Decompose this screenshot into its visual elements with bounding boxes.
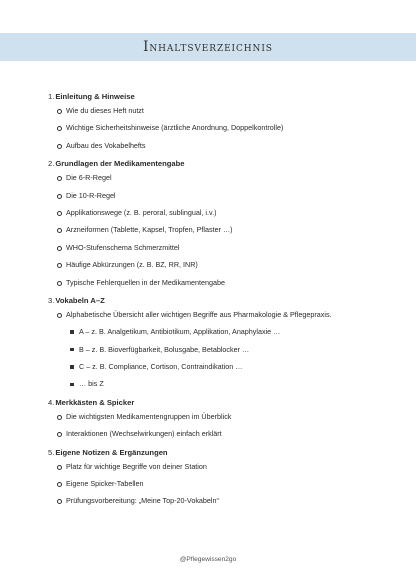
circle-bullet-icon xyxy=(57,246,62,251)
circle-bullet-icon xyxy=(57,263,62,268)
item-text: Aufbau des Vokabelhefts xyxy=(66,140,146,150)
section-number: 3. xyxy=(48,295,55,305)
toc-section-2 xyxy=(48,158,408,287)
item-text: Applikationswege (z. B. peroral, sublingual, i.v.) xyxy=(66,207,217,217)
item-text: Wie du dieses Heft nutzt xyxy=(66,106,144,115)
toc-section-heading xyxy=(48,158,408,169)
section-title: Vokabeln A–Z xyxy=(55,295,105,305)
item-text: Interaktionen (Wechselwirkungen) einfach erklärt xyxy=(66,429,222,439)
list-item xyxy=(48,106,408,116)
sub-item-text: B – z. B. Bioverfügbarkeit, Bolusgabe, Betablocker … xyxy=(79,344,250,354)
list-item xyxy=(48,243,408,253)
item-text: Wichtige Sicherheitshinweise (ärztliche Anordnung, Doppelkontrolle) xyxy=(66,123,284,133)
section-items xyxy=(48,310,408,390)
page-title: Inhaltsverzeichnis xyxy=(143,39,273,55)
item-text: Typische Fehlerquellen in der Medikamentengabe xyxy=(66,277,226,287)
section-number: 2. xyxy=(48,159,55,169)
item-text: Arzneiformen (Tablette, Kapsel, Tropfen, Pflaster …) xyxy=(66,225,233,235)
circle-bullet-icon xyxy=(57,482,62,487)
square-bullet-icon xyxy=(70,348,74,352)
toc-section-heading xyxy=(48,447,408,458)
list-item xyxy=(48,429,408,439)
square-bullet-icon xyxy=(70,383,74,387)
list-item xyxy=(48,208,408,218)
section-title: Einleitung & Hinweise xyxy=(55,92,135,101)
sub-item-text: C – z. B. Compliance, Cortison, Contraindikation … xyxy=(79,362,243,372)
list-item xyxy=(48,191,408,201)
section-items xyxy=(48,173,408,287)
toc-section-5 xyxy=(48,447,408,507)
section-items xyxy=(48,412,408,439)
toc-section-heading xyxy=(48,295,408,306)
list-item xyxy=(48,141,408,151)
item-text: WHO-Stufenschema Schmerzmittel xyxy=(66,242,180,252)
circle-bullet-icon xyxy=(57,109,62,114)
sub-item-text: … bis Z xyxy=(79,379,104,389)
list-item xyxy=(48,479,408,489)
list-item xyxy=(48,310,408,320)
item-text: Prüfungsvorbereitung: „Meine Top-20-Vokabeln“ xyxy=(66,496,219,506)
list-item xyxy=(48,173,408,183)
list-item xyxy=(48,412,408,422)
item-text: Alphabetische Übersicht aller wichtigen Begriffe aus Pharmakologie & Pflegepraxis. xyxy=(66,309,332,319)
toc-section-1 xyxy=(48,91,408,151)
circle-bullet-icon xyxy=(57,211,62,216)
item-text: Die wichtigsten Medikamentengruppen im Überblick xyxy=(66,411,232,421)
circle-bullet-icon xyxy=(57,176,62,181)
sub-list-item xyxy=(48,327,408,337)
section-title: Merkkästen & Spicker xyxy=(55,397,135,407)
list-item xyxy=(48,278,408,288)
item-text: Häufige Abkürzungen (z. B. BZ, RR, INR) xyxy=(66,260,198,270)
circle-bullet-icon xyxy=(57,144,62,149)
list-item xyxy=(48,225,408,235)
square-bullet-icon xyxy=(70,330,74,334)
circle-bullet-icon xyxy=(57,126,62,131)
section-number: 1. xyxy=(48,92,55,101)
list-item xyxy=(48,462,408,472)
section-number: 4. xyxy=(48,397,55,407)
circle-bullet-icon xyxy=(57,415,62,420)
sub-list-item xyxy=(48,345,408,355)
toc-section-4 xyxy=(48,397,408,439)
table-of-contents xyxy=(48,91,408,514)
footer-handle: @Pflegewissen2go xyxy=(179,556,237,563)
sub-list-item xyxy=(48,379,408,389)
circle-bullet-icon xyxy=(57,313,62,318)
circle-bullet-icon xyxy=(57,465,62,470)
list-item xyxy=(48,496,408,506)
circle-bullet-icon xyxy=(57,281,62,286)
section-number: 5. xyxy=(48,447,55,457)
section-items xyxy=(48,462,408,507)
section-items xyxy=(48,106,408,151)
circle-bullet-icon xyxy=(57,228,62,233)
list-item xyxy=(48,260,408,270)
item-text: Eigene Spicker-Tabellen xyxy=(66,479,144,489)
title-band xyxy=(0,33,416,61)
toc-section-heading xyxy=(48,397,408,408)
toc-section-3 xyxy=(48,295,408,390)
circle-bullet-icon xyxy=(57,499,62,504)
square-bullet-icon xyxy=(70,365,74,369)
item-text: Platz für wichtige Begriffe von deiner Station xyxy=(66,461,207,471)
section-title: Eigene Notizen & Ergänzungen xyxy=(55,447,168,457)
sub-list-item xyxy=(48,362,408,372)
section-title: Grundlagen der Medikamentengabe xyxy=(55,159,185,169)
sub-item-text: A – z. B. Analgetikum, Antibiotikum, Applikation, Anaphylaxie … xyxy=(79,327,281,337)
toc-section-heading xyxy=(48,91,408,102)
circle-bullet-icon xyxy=(57,194,62,199)
item-text: Die 10-R-Regel xyxy=(66,190,116,200)
circle-bullet-icon xyxy=(57,432,62,437)
item-text: Die 6-R-Regel xyxy=(66,173,112,183)
list-item xyxy=(48,123,408,133)
